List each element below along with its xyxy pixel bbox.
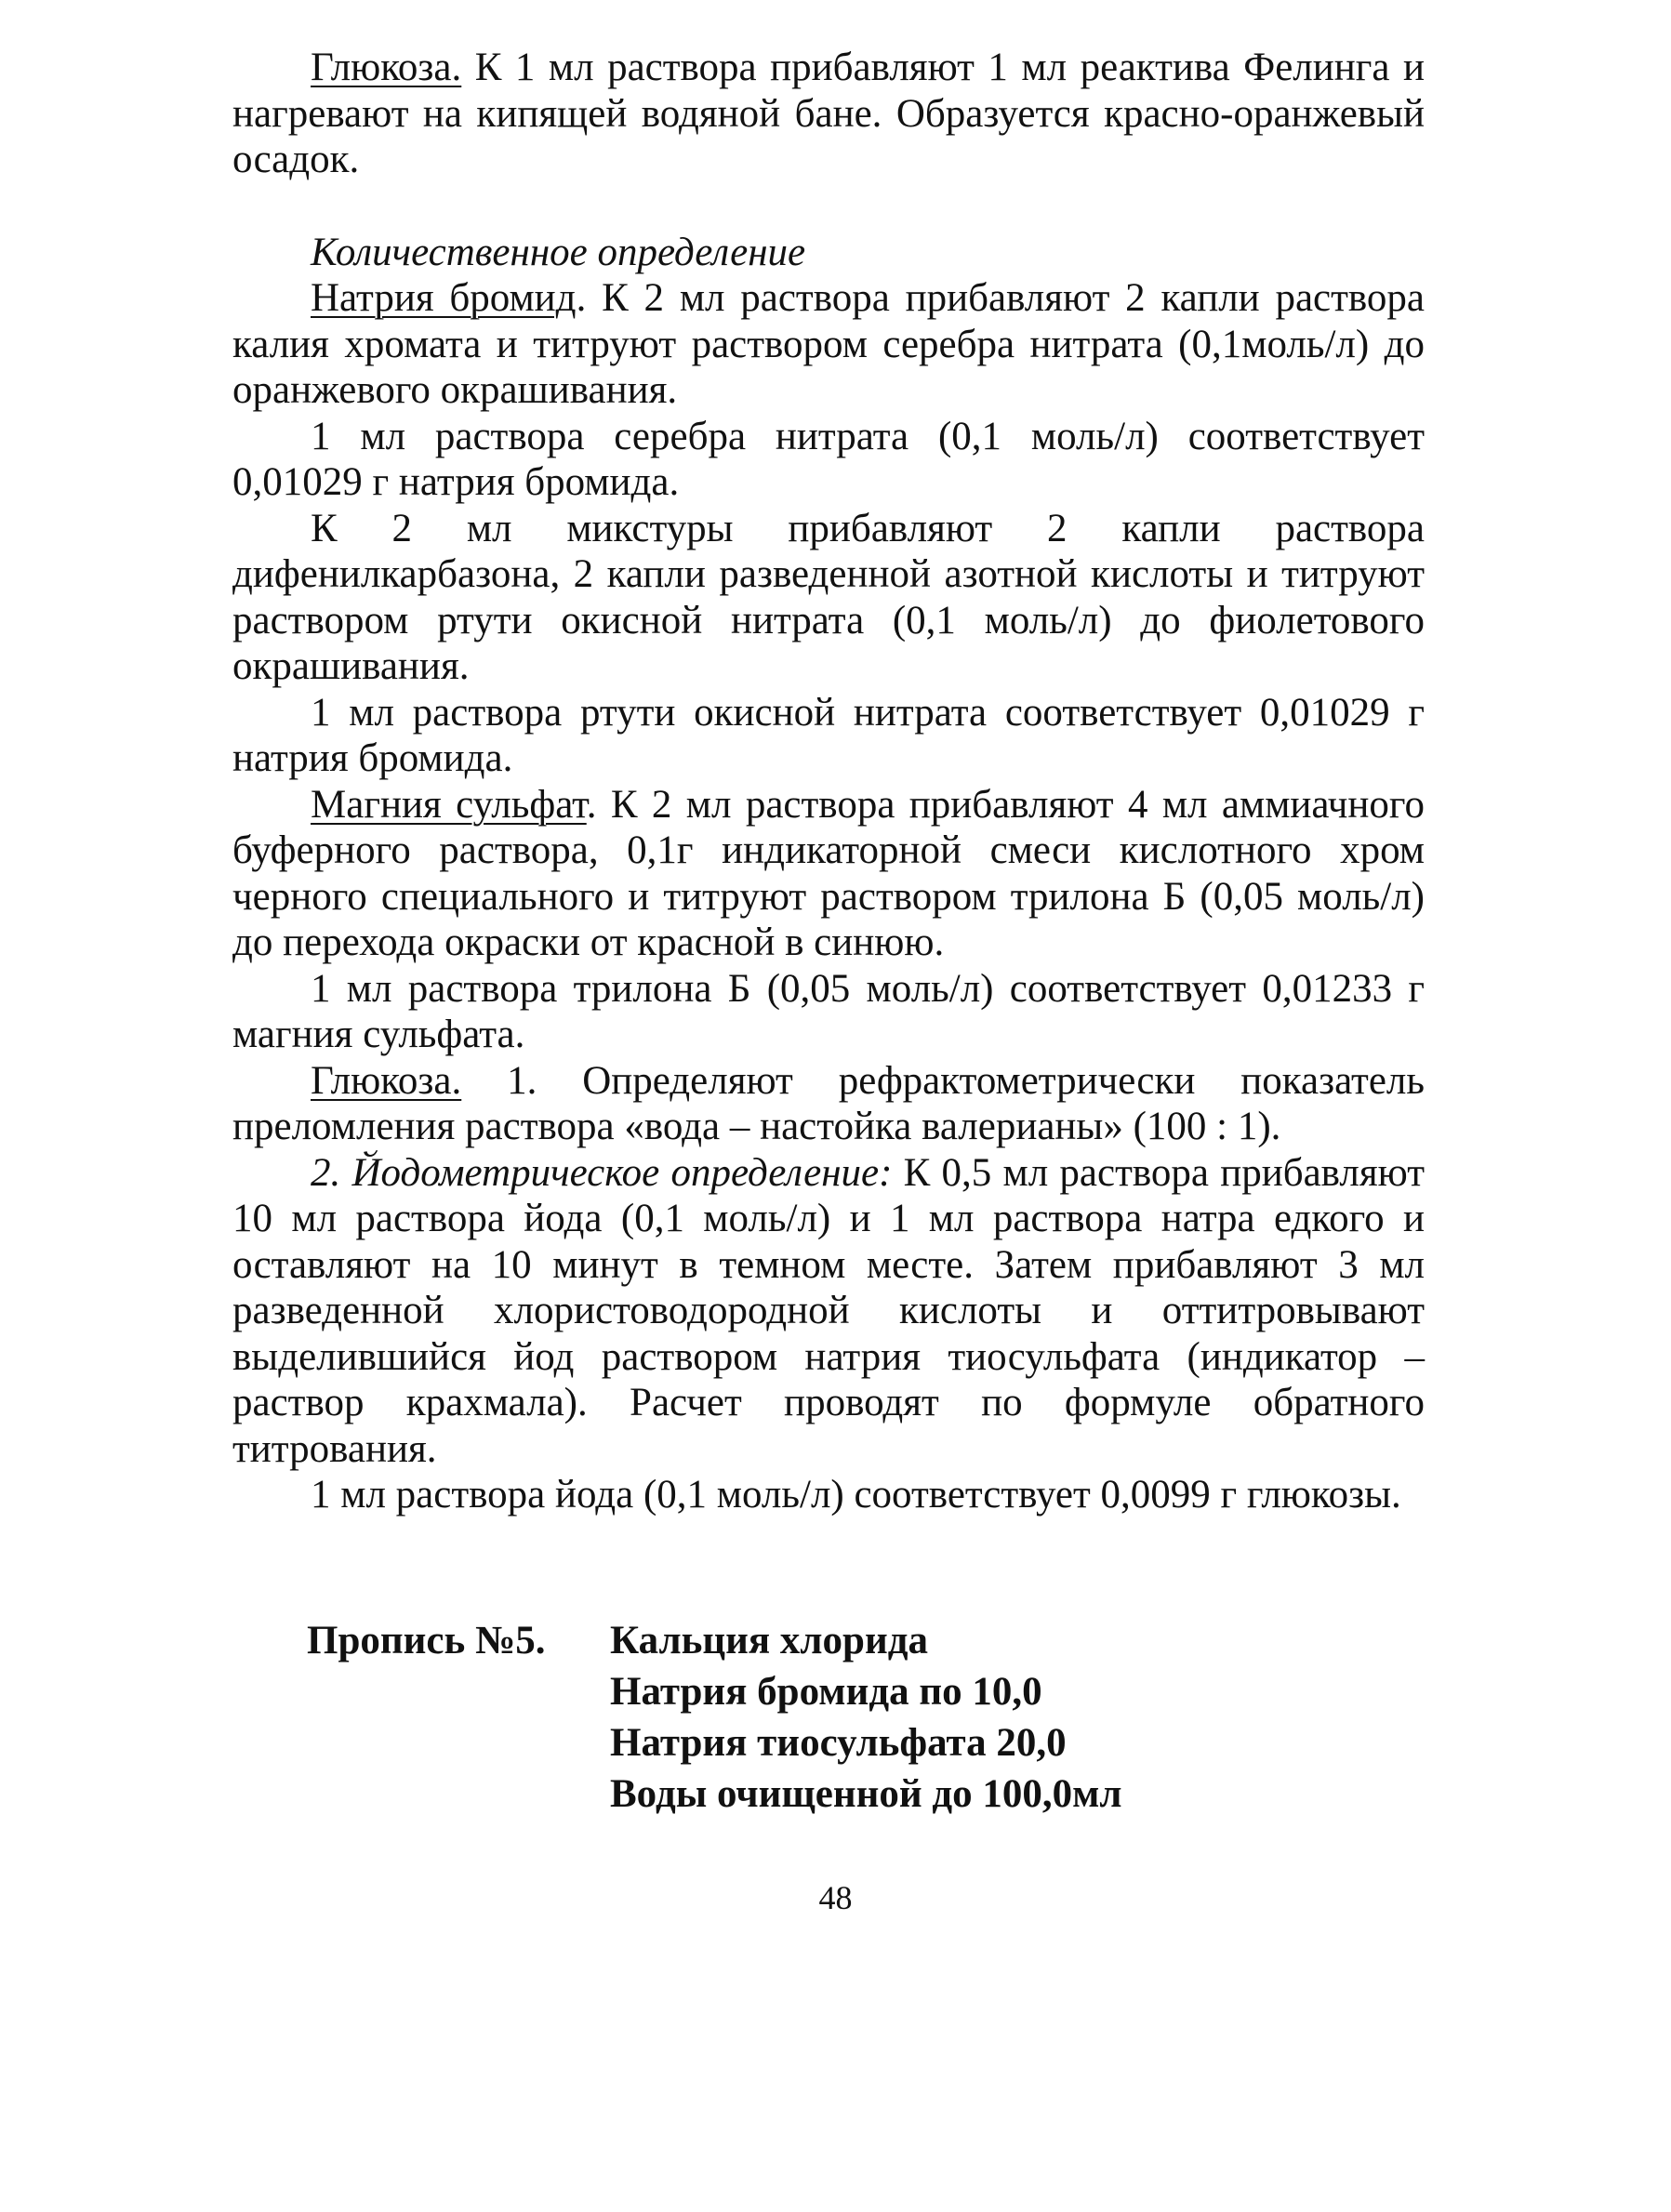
iodine-equivalent: 1 мл раствора йода (0,1 моль/л) соответствует 0,0099 г глюкозы. [311,1473,1401,1517]
glucose-refractometry-text: 1. Определяют рефрактометрически показатель преломления раствора «вода – настойка валерианы» (100 : 1). [232,1058,1425,1148]
section-gap [232,183,1425,230]
magnesium-sulfate-equivalent: 1 мл раствора трилона Б (0,05 моль/л) соответствует 0,01233 г магния сульфата. [232,966,1425,1056]
sodium-bromide-paragraph [232,275,1425,414]
prescription-line: Воды очищенной до 100,0мл [610,1772,1122,1816]
prescription-line: Натрия бромида по 10,0 [610,1670,1042,1714]
quantitative-section-title: Количественное определение [311,230,806,274]
glucose-qualitative-paragraph [232,45,1425,183]
glucose-qualitative-text: К 1 мл раствора прибавляют 1 мл реактива Фелинга и нагревают на кипящей водяной бане. Образуется красно-оранжевый осадок. [232,46,1425,181]
sodium-bromide-equivalent-2: 1 мл раствора ртути окисной нитрата соответствует 0,01029 г натрия бромида. [232,690,1425,780]
prescription-line: Натрия тиосульфата 20,0 [610,1721,1067,1765]
sodium-bromide-text: . К 2 мл раствора прибавляют 2 капли раствора калия хромата и титруют раствором серебра нитрата (0,1моль/л) до оранжевого окрашивания. [232,276,1426,412]
magnesium-sulfate-paragraph [232,782,1425,966]
page-body [232,45,1425,1518]
page-number: 48 [818,1879,853,1916]
sodium-bromide-equivalent-1: 1 мл раствора серебра нитрата (0,1 моль/л) соответствует 0,01029 г натрия бромида. [232,414,1425,504]
sodium-bromide-method-2: К 2 мл микстуры прибавляют 2 капли раствора дифенилкарбазона, 2 капли разведенной азотной кислоты и титруют раствором ртути окисной нитрата (0,1 моль/л) до фиолетового окрашивания. [232,506,1425,688]
glucose-quantitative-heading: Глюкоза. [311,1058,462,1103]
sodium-bromide-heading: Натрия бромид [311,276,577,320]
iodometric-label: 2. Йодометрическое определение: [311,1150,893,1195]
magnesium-sulfate-text: . К 2 мл раствора прибавляют 4 мл аммиачного буферного раствора, 0,1г индикаторной смеси кислотного хром черного специального и титруют раствором трилона Б (0,05 моль/л) до перехода окраски от красной в синюю. [232,782,1425,964]
magnesium-sulfate-heading: Магния сульфат [311,782,587,827]
prescription-line: Кальция хлорида [610,1619,928,1662]
prescription-label: Пропись №5. [307,1619,546,1662]
prescription-items [610,1615,1122,1820]
glucose-quantitative-paragraph [232,1058,1425,1150]
iodometric-paragraph [232,1150,1425,1473]
glucose-qualitative-heading: Глюкоза. [311,46,462,89]
iodometric-text: К 0,5 мл раствора прибавляют 10 мл раствора йода (0,1 моль/л) и 1 мл раствора натра едкого и оставляют на 10 минут в темном месте. Затем прибавляют 3 мл разведенной хлористоводородной кислоты и оттитровывают выделившийся йод раствором натрия тиосульфата (индикатор – раствор крахмала). Расчет проводят по формуле обратного титрования. [232,1150,1425,1471]
